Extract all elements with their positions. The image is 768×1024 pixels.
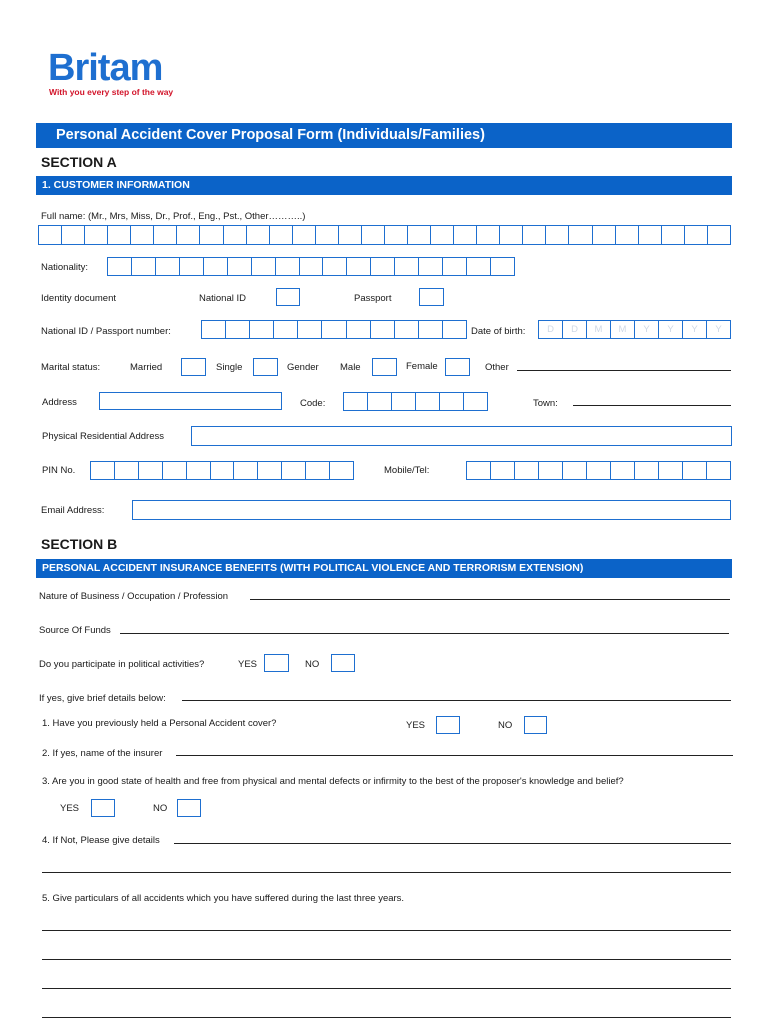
pin-field[interactable] <box>90 461 354 480</box>
dob-month-2: M <box>611 321 635 338</box>
brand-tagline: With you every step of the way <box>49 87 174 97</box>
id-number-label: National ID / Passport number: <box>41 326 171 337</box>
female-label: Female <box>406 361 438 372</box>
q3-no-label: NO <box>153 803 168 814</box>
passport-checkbox[interactable] <box>419 288 444 306</box>
nature-of-business-line[interactable] <box>250 599 730 600</box>
political-yes-label: YES <box>238 659 258 670</box>
gender-label: Gender <box>287 362 319 373</box>
political-no-checkbox[interactable] <box>331 654 355 672</box>
q3-no-checkbox[interactable] <box>177 799 201 817</box>
physical-address-label: Physical Residential Address <box>42 431 164 442</box>
full-name-label: Full name: (Mr., Mrs, Miss, Dr., Prof., Eng., Pst., Other………..) <box>41 211 306 222</box>
married-label: Married <box>130 362 163 373</box>
address-field[interactable] <box>99 392 282 410</box>
dob-year-2: Y <box>659 321 683 338</box>
code-label: Code: <box>300 398 326 409</box>
q3-yes-label: YES <box>60 803 80 814</box>
other-label: Other <box>485 362 509 373</box>
q1-yes-label: YES <box>406 720 426 731</box>
mobile-label: Mobile/Tel: <box>384 465 430 476</box>
pin-label: PIN No. <box>42 465 76 476</box>
married-checkbox[interactable] <box>181 358 206 376</box>
q1-no-label: NO <box>498 720 513 731</box>
form-title: Personal Accident Cover Proposal Form (Individuals/Families) <box>56 127 485 143</box>
q4-details-line-2[interactable] <box>42 872 731 873</box>
question-2: 2. If yes, name of the insurer <box>42 748 163 759</box>
source-of-funds-line[interactable] <box>120 633 729 634</box>
nature-of-business-label: Nature of Business / Occupation / Profession <box>39 591 229 602</box>
question-1: 1. Have you previously held a Personal Accident cover? <box>42 718 277 729</box>
code-field[interactable] <box>343 392 488 411</box>
q1-no-checkbox[interactable] <box>524 716 547 734</box>
email-label: Email Address: <box>41 505 105 516</box>
form-title-bar <box>36 123 732 148</box>
question-4: 4. If Not, Please give details <box>42 835 160 846</box>
dob-year-3: Y <box>683 321 707 338</box>
single-label: Single <box>216 362 243 373</box>
date-of-birth-field[interactable] <box>538 320 731 339</box>
q5-details-line-4[interactable] <box>42 1017 731 1018</box>
q5-details-line-3[interactable] <box>42 988 731 989</box>
political-activities-label: Do you participate in political activities? <box>39 659 205 670</box>
if-yes-label: If yes, give brief details below: <box>39 693 166 704</box>
address-label: Address <box>42 397 77 408</box>
dob-year-4: Y <box>715 324 722 335</box>
q5-details-line-2[interactable] <box>42 959 731 960</box>
single-checkbox[interactable] <box>253 358 278 376</box>
q3-yes-checkbox[interactable] <box>91 799 115 817</box>
customer-information-bar <box>36 176 732 195</box>
question-5: 5. Give particulars of all accidents which you have suffered during the last three years. <box>42 893 405 904</box>
email-field[interactable] <box>132 500 731 520</box>
question-3: 3. Are you in good state of health and free from physical and mental defects or infirmity to the best of the proposer's knowledge and belief? <box>42 776 624 787</box>
q4-details-line-1[interactable] <box>174 843 731 844</box>
town-label: Town: <box>533 398 558 409</box>
female-checkbox[interactable] <box>445 358 470 376</box>
dob-day-2: D <box>563 321 587 338</box>
other-gender-line[interactable] <box>517 370 731 371</box>
source-of-funds-label: Source Of Funds <box>39 625 111 636</box>
accident-benefits-bar <box>36 559 732 578</box>
nationality-label: Nationality: <box>41 262 88 273</box>
town-line[interactable] <box>573 405 731 406</box>
male-label: Male <box>340 362 361 373</box>
dob-year-1: Y <box>635 321 659 338</box>
customer-information-title: 1. CUSTOMER INFORMATION <box>42 179 190 191</box>
national-id-label: National ID <box>199 293 246 304</box>
political-no-label: NO <box>305 659 320 670</box>
id-number-field[interactable] <box>201 320 467 339</box>
dob-month-1: M <box>587 321 611 338</box>
physical-address-field[interactable] <box>191 426 732 446</box>
nationality-field[interactable] <box>107 257 515 276</box>
q5-details-line-1[interactable] <box>42 930 731 931</box>
q1-yes-checkbox[interactable] <box>436 716 460 734</box>
mobile-field[interactable] <box>466 461 731 480</box>
passport-label: Passport <box>354 293 392 304</box>
section-a-heading: SECTION A <box>41 154 117 170</box>
dob-day-1: D <box>539 321 563 338</box>
if-yes-line[interactable] <box>182 700 731 701</box>
section-b-heading: SECTION B <box>41 536 118 552</box>
political-yes-checkbox[interactable] <box>264 654 289 672</box>
national-id-checkbox[interactable] <box>276 288 300 306</box>
insurer-name-line[interactable] <box>176 755 733 756</box>
male-checkbox[interactable] <box>372 358 397 376</box>
britam-logo: Britam <box>48 47 163 89</box>
date-of-birth-label: Date of birth: <box>471 326 526 337</box>
full-name-field[interactable] <box>38 225 731 245</box>
accident-benefits-title: PERSONAL ACCIDENT INSURANCE BENEFITS (WITH POLITICAL VIOLENCE AND TERRORISM EXTENSION) <box>42 562 584 574</box>
marital-status-label: Marital status: <box>41 362 101 373</box>
identity-document-label: Identity document <box>41 293 116 304</box>
